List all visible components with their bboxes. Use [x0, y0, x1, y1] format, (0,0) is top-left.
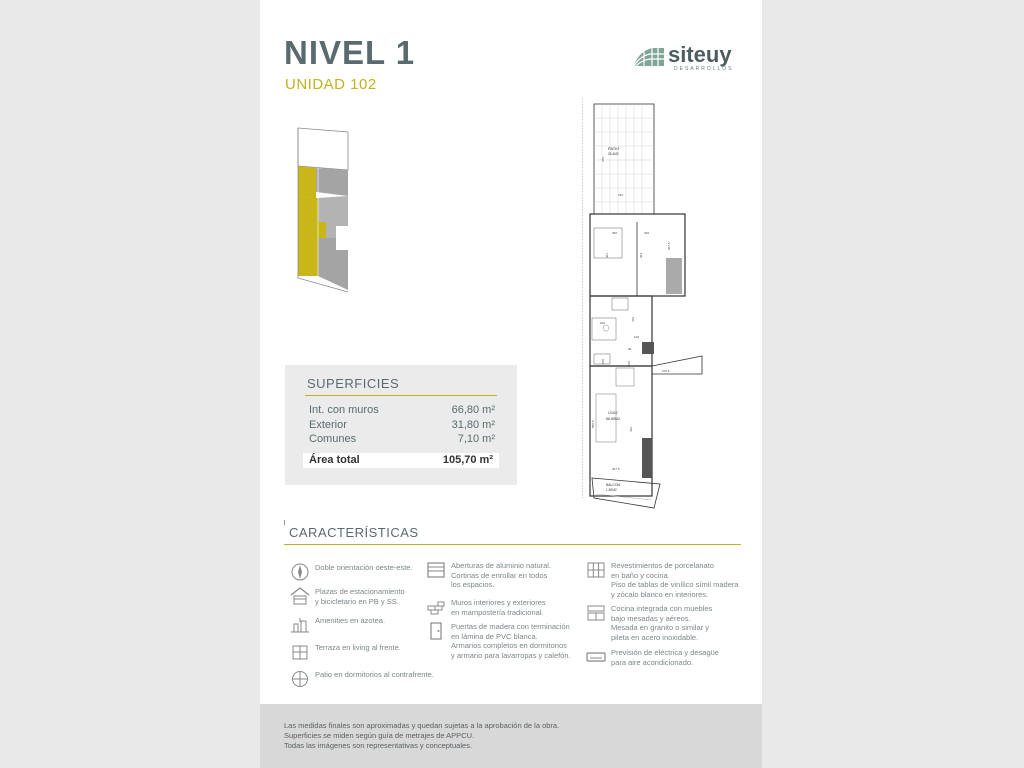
feature-text: Cortinas de enrollar en todos	[451, 570, 548, 580]
dimension-label: 90	[628, 347, 632, 351]
dimension-label: 307.5	[667, 242, 671, 250]
tiles-icon	[586, 561, 606, 579]
patio-area: 26.4M2	[608, 152, 619, 156]
feature-text: pileta en acero inoxidable.	[611, 632, 699, 642]
dimension-label: 204	[600, 321, 606, 325]
dimension-label: 350	[612, 231, 618, 235]
surface-label: Int. con muros	[309, 404, 379, 416]
surface-row	[309, 433, 495, 445]
balcon-label: BALCON	[606, 483, 620, 487]
garage-icon	[290, 587, 310, 605]
patio-label: PATIO	[608, 146, 620, 151]
surface-value: 7,10 m²	[457, 433, 495, 445]
dimension-label: 100	[601, 358, 605, 364]
dimension-label: 304	[639, 252, 643, 258]
feature-text: Revestimientos de porcelanato	[611, 561, 714, 570]
feature-text: y zócalo blanco en interiores.	[611, 589, 709, 599]
site-location-plan	[296, 126, 352, 294]
feature-text: Patio en dormitorios al contrafrente.	[315, 670, 434, 679]
feature-text: Aberturas de aluminio natural.	[451, 561, 552, 570]
surface-value: 66,80 m²	[451, 404, 495, 416]
window-icon	[426, 561, 446, 579]
dimension-label: 100	[634, 335, 640, 339]
dimension-label: 329	[644, 231, 650, 235]
surface-total-value: 105,70 m²	[442, 454, 493, 466]
caracteristicas-title: CARACTERÍSTICAS	[289, 525, 419, 540]
feature-text: Armarios completos en dormitorios	[451, 641, 567, 650]
page-title: NIVEL 1	[284, 34, 416, 71]
dimension-label: 270.5	[662, 369, 670, 373]
superficies-divider	[305, 395, 497, 396]
feature-text: en baño y cocina.	[611, 570, 670, 580]
feature-text: para aire acondicionado.	[611, 657, 694, 667]
feature-text: Piso de tablas de vinílico símil madera	[611, 580, 739, 589]
unit-area: 66.80M2	[606, 417, 620, 421]
surface-total-label: Área total	[309, 454, 360, 466]
dimension-label: 310	[618, 193, 624, 197]
patio-icon	[290, 670, 310, 688]
surface-row	[309, 404, 495, 416]
feature-text: Amenities en azotea.	[315, 616, 386, 625]
dimension-label: 419	[631, 316, 635, 322]
disclaimer-line: Superficies se miden según guía de metrajes de APPCU.	[284, 731, 475, 740]
door-icon	[426, 622, 446, 640]
dimension-label: 100	[627, 360, 631, 366]
disclaimer-footer	[260, 704, 762, 768]
superficies-panel	[285, 365, 517, 485]
superficies-title: SUPERFICIES	[307, 376, 400, 391]
disclaimer-line: Las medidas finales son aproximadas y quedan sujetas a la aprobación de la obra.	[284, 721, 560, 730]
logo-mark-icon	[632, 46, 666, 68]
kitchen-icon	[586, 604, 606, 622]
unit-subtitle: UNIDAD 102	[285, 76, 377, 93]
brick-wall-icon	[426, 598, 446, 616]
disclaimer-line: Todas las imágenes son representativas y conceptuales.	[284, 741, 473, 750]
balcon-area: 1.50M2	[606, 488, 617, 492]
feature-text: y armario para lavarropas y calefón.	[451, 650, 571, 660]
feature-text: Plazas de estacionamiento	[315, 587, 405, 596]
feature-text: bajo mesadas y aéreos.	[611, 613, 691, 623]
dimension-label: 401	[605, 252, 609, 258]
dimension-label: 307.5	[612, 467, 620, 471]
dimension-label: 436	[629, 426, 633, 432]
surface-row	[309, 419, 495, 431]
surface-label: Exterior	[309, 419, 347, 431]
feature-text: los espacios.	[451, 580, 495, 589]
logo-name: siteuy	[668, 42, 732, 67]
brochure-sheet	[260, 0, 762, 768]
feature-text: Mesada en granito o similar y	[611, 623, 709, 632]
terrace-icon	[290, 643, 310, 661]
compass-icon	[290, 563, 310, 581]
feature-text: Doble orientación oeste-este.	[315, 563, 413, 572]
logo-tagline: DESARROLLOS	[674, 66, 734, 72]
dimension-label: 376	[601, 156, 605, 162]
feature-text: en lámina de PVC blanca.	[451, 631, 538, 641]
air-conditioner-icon	[586, 648, 606, 666]
section-tick	[284, 520, 285, 525]
amenities-icon	[290, 616, 310, 634]
feature-text: Cocina integrada con muebles	[611, 604, 713, 613]
unit-floor-plan	[582, 98, 722, 512]
feature-text: Muros interiores y exteriores	[451, 598, 546, 607]
caracteristicas-divider	[284, 544, 741, 545]
unit-label: U102	[608, 410, 618, 415]
feature-text: en mampostería tradicional.	[451, 607, 544, 617]
feature-text: Previsión de eléctrica y desagüe	[611, 648, 719, 657]
surface-value: 31,80 m²	[451, 419, 495, 431]
feature-text: y bicicletario en PB y SS.	[315, 596, 399, 606]
dimension-label: 550.5	[591, 420, 595, 428]
feature-text: Terraza en living al frente.	[315, 643, 401, 652]
surface-label: Comunes	[309, 433, 357, 445]
siteuy-logo	[632, 44, 736, 72]
feature-text: Puertas de madera con terminación	[451, 622, 570, 631]
surface-total-row	[303, 453, 499, 468]
